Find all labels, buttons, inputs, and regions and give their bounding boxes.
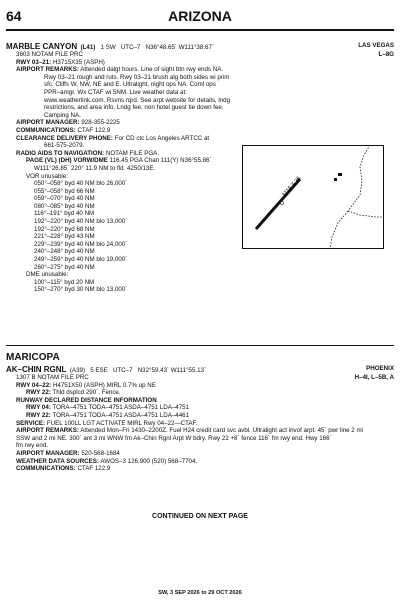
airport-id: (A39) <box>69 367 86 374</box>
manager-label: AIRPORT MANAGER: <box>16 449 80 457</box>
manager-phone: 520-568-1684 <box>81 449 120 457</box>
airport-name: MARBLE CANYON <box>6 42 78 51</box>
vor-line: 229°–239° byd 40 NM blo 24,000´ <box>34 240 128 248</box>
remarks-line: PPR–amgr. Wx CTAF wi 5NM. Live weather data at: <box>44 88 187 96</box>
region-name: LAS VEGAS <box>358 42 394 49</box>
vor-line: 059°–070° byd 40 NM <box>34 195 95 203</box>
page-footer: SW, 3 SEP 2026 to 29 OCT 2026 <box>158 590 242 596</box>
remarks-line: sfc. Cliffs W, NW, NE and E. Ultralight, night ops NA. Coml ops <box>44 81 216 89</box>
weather-text: AWOS–3 126.900 (520) 568–7704. <box>100 457 198 465</box>
airport-coords: N36°48.65´ W111°38.67´ <box>145 44 214 51</box>
remarks-line: Attended Mon–Fri 1430–2200Z. Fuel H24 credit card svc avbl. Ultralight act invof arpt. 45´ pwr line 2 mi <box>80 427 363 435</box>
airport-utc: UTC–7 <box>120 44 141 51</box>
remarks-line: Rwy 03–21 rough and ruts. Rwy 03–21 brush alg both sides wi prim <box>44 73 230 81</box>
county-name: MARICOPA <box>6 352 60 363</box>
comm-text: CTAF 122.9 <box>77 126 111 134</box>
region-name: PHOENIX <box>366 365 394 372</box>
remarks-line: www.weatherlink.com. Rsvns rqrd. See arpt website for details, lndg <box>44 96 231 104</box>
radio-aids-label: RADIO AIDS TO NAVIGATION: <box>16 149 105 157</box>
maricopa-section <box>6 352 394 473</box>
vor-line: 192°–220° byd 40 NM blo 13,000´ <box>34 218 128 226</box>
runway-end-label: RWY 22: <box>26 389 51 397</box>
airport-utc: UTC–7 <box>112 367 133 374</box>
navaid-label: PAGE (VL) (DH) VORW/DME <box>26 157 108 165</box>
runway-label: RWY 04–22: <box>16 381 52 389</box>
runway-dims: 3715 X 35 <box>281 175 303 199</box>
continued-note: CONTINUED ON NEXT PAGE <box>152 513 248 520</box>
runway-label: RWY 03–21: <box>16 58 52 66</box>
airport-id: (L41) <box>80 44 96 51</box>
weather-label: WEATHER DATA SOURCES: <box>16 457 99 465</box>
dme-line: 150°–270° byd 30 NM blo 13,000´ <box>34 286 128 294</box>
service-text: FUEL 100LL LGT ACTIVATE MIRL Rwy 04–22—CTAF. <box>46 419 198 427</box>
remarks-label: AIRPORT REMARKS: <box>16 66 79 74</box>
chart-code: L–8G <box>378 51 394 58</box>
clearance-label: CLEARANCE DELIVERY PHONE: <box>16 134 113 142</box>
remarks-line: fm rwy end. <box>16 442 48 450</box>
service-label: SERVICE: <box>16 419 46 427</box>
clearance-phone: 661-575-2079. <box>44 142 85 150</box>
comm-label: COMMUNICATIONS: <box>16 126 76 134</box>
remarks-label: AIRPORT REMARKS: <box>16 427 79 435</box>
manager-phone: 928-355-2225 <box>81 119 120 127</box>
elevation-line: 3603 NOTAM FILE PRC <box>16 51 83 58</box>
state-title: ARIZONA <box>168 8 232 24</box>
radio-aids-text: NOTAM FILE PGA. <box>105 149 160 157</box>
dme-line: 100°–115° byd 20 NM <box>34 278 95 286</box>
page-number: 64 <box>6 8 22 24</box>
declared-rwy-label: RWY 22: <box>26 411 51 419</box>
airport-coords: N32°59.43´ W111°55.13´ <box>137 367 207 374</box>
header-rule <box>6 29 394 31</box>
declared-rwy-label: RWY 04: <box>26 404 51 412</box>
comm-label: COMMUNICATIONS: <box>16 465 76 473</box>
vor-line: 050°–058° byd 40 NM blo 26,000´ <box>34 180 128 188</box>
dme-unusable-label: DME unusable: <box>26 271 69 279</box>
vor-line: 116°–191° byd 40 NM <box>34 210 95 218</box>
navaid-text-2: W111°26.85´ 220° 11.9 NM to fld. 4250/13E. <box>34 164 156 172</box>
diagram-frame <box>242 145 384 249</box>
vor-unusable-label: VOR unusable: <box>26 172 68 180</box>
remarks-line: SSW and 2 mi NE. 300´ ant 3 mi WNW fm Ak–Chin Rgnl Arpt W bdry. Rwy 22 +8´ fence 116´ fm rwy end. Hwy 166´ <box>16 434 332 442</box>
vor-line: 240°–248° byd 40 NM <box>34 248 95 256</box>
vor-line: 080°–085° byd 40 NM <box>34 202 95 210</box>
navaid-text: 116.45 PGA Chan 111(Y) N36°55.86´ <box>109 157 212 165</box>
airport-distance: 5 ESE <box>90 367 108 374</box>
chart-code: H–4I, L–5B, A <box>354 374 394 381</box>
declared-rwy-text: TORA–4751 TODA–4751 ASDA–4751 LDA–4461 <box>52 411 190 419</box>
remarks-line: Attended dalgt hours. Line of sight btn rwy ends NA. <box>80 66 224 74</box>
manager-label: AIRPORT MANAGER: <box>16 119 80 127</box>
vor-line: 055°–058° byd 66 NM <box>34 187 95 195</box>
vor-line: 249°–259° byd 40 NM blo 19,000´ <box>34 256 128 264</box>
airport-distance: 1 SW <box>100 44 116 51</box>
page-header <box>6 8 394 28</box>
runway-text: H3715X35 (ASPH) <box>52 58 105 66</box>
airport-diagram <box>242 145 384 249</box>
runway-text: H4751X50 (ASPH) MIRL 0.7% up NE <box>52 381 156 389</box>
airport-name: AK–CHIN RGNL <box>6 365 67 374</box>
section-divider <box>6 345 394 346</box>
declared-rwy-text: TORA–4751 TODA–4751 ASDA–4751 LDA–4751 <box>52 404 190 412</box>
vor-line: 221°–228° byd 43 NM <box>34 233 95 241</box>
runway-end-text: Thld dsplcd 290´. Fence. <box>52 389 121 397</box>
vor-line: 192°–220° byd 68 NM <box>34 225 95 233</box>
remarks-line: Camping NA. <box>44 111 81 119</box>
clearance-text: For CD ctc Los Angeles ARTCC at <box>114 134 210 142</box>
declared-distance-label: RUNWAY DECLARED DISTANCE INFORMATION <box>16 396 157 404</box>
comm-text: CTAF 122.9 <box>77 465 111 473</box>
remarks-line: restrictions, and area info. Lndg fee; non hotel guest tie down fee. <box>44 104 224 112</box>
elevation-line: 1307 B NOTAM FILE PRC <box>16 374 89 381</box>
vor-line: 260°–275° byd 40 NM <box>34 263 95 271</box>
